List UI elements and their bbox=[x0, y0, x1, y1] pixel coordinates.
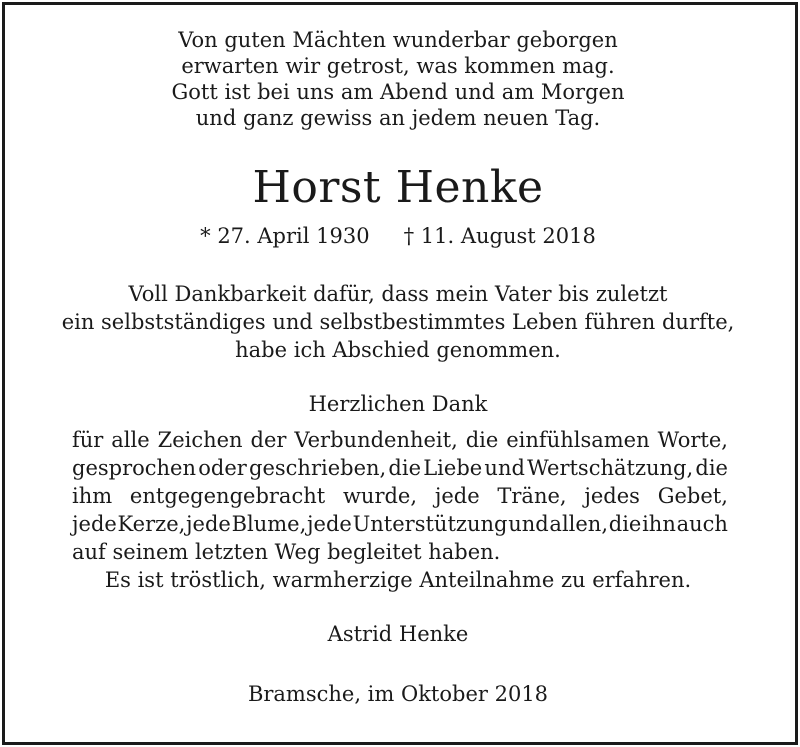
thanks-word: einfühlsamen bbox=[506, 428, 650, 452]
thanks-word: Verbundenheit, bbox=[294, 428, 458, 452]
poem-line: erwarten wir getrost, was kommen mag. bbox=[181, 54, 615, 78]
thanks-word: Gebet, bbox=[657, 484, 728, 508]
signature-name: Astrid Henke bbox=[327, 622, 469, 646]
thanks-word: Unterstützung bbox=[352, 512, 508, 536]
gratitude-text bbox=[0, 280, 796, 364]
thanks-line bbox=[72, 454, 728, 482]
thanks-word: der bbox=[250, 428, 287, 452]
thanks-body bbox=[72, 426, 728, 566]
thanks-word: jede bbox=[434, 484, 480, 508]
consolation-line: Es ist tröstlich, warmherzige Anteilnahme zu erfahren. bbox=[104, 568, 692, 592]
thanks-word: jedes bbox=[584, 484, 640, 508]
thanks-word: Zeichen bbox=[157, 428, 243, 452]
thanks-word: und bbox=[484, 456, 525, 480]
thanks-word: Träne, bbox=[497, 484, 567, 508]
thanks-line bbox=[72, 426, 728, 454]
thanks-line bbox=[72, 482, 728, 510]
poem-line: Von guten Mächten wunderbar geborgen bbox=[178, 28, 618, 52]
thanks-line bbox=[72, 510, 728, 538]
thanks-word: Wertschätzung, bbox=[527, 456, 694, 480]
thanks-word: jede bbox=[186, 512, 231, 536]
thanks-word: entgegengebracht bbox=[129, 484, 326, 508]
thanks-word: Blume, bbox=[231, 512, 307, 536]
birth-date: * 27. April 1930 bbox=[200, 224, 370, 248]
gratitude-line: habe ich Abschied genommen. bbox=[235, 338, 561, 362]
thanks-word: und bbox=[508, 512, 549, 536]
gratitude-line: Voll Dankbarkeit dafür, dass mein Vater bis zuletzt bbox=[128, 282, 668, 306]
deceased-name: Horst Henke bbox=[252, 162, 544, 213]
thanks-word: wurde, bbox=[342, 484, 418, 508]
thanks-word: Kerze, bbox=[117, 512, 186, 536]
life-dates bbox=[0, 222, 796, 250]
thanks-word: die bbox=[608, 512, 642, 536]
thanks-word: jede bbox=[72, 512, 117, 536]
death-date: † 11. August 2018 bbox=[403, 224, 596, 248]
thanks-word: die bbox=[465, 428, 499, 452]
thanks-word: jede bbox=[307, 512, 352, 536]
thanks-word: allen, bbox=[549, 512, 609, 536]
thanks-word: alle bbox=[111, 428, 150, 452]
place-and-date: Bramsche, im Oktober 2018 bbox=[247, 682, 549, 706]
thanks-word: Liebe bbox=[423, 456, 483, 480]
thanks-word: für bbox=[72, 428, 104, 452]
poem-verse bbox=[0, 27, 796, 131]
gratitude-line: ein selbstständiges und selbstbestimmtes Leben führen durfte, bbox=[61, 310, 735, 334]
poem-line: und ganz gewiss an jedem neuen Tag. bbox=[195, 106, 601, 130]
thanks-word: ihm bbox=[72, 484, 113, 508]
thanks-word: auf seinem letzten Weg begleitet haben. bbox=[72, 540, 501, 564]
poem-line: Gott ist bei uns am Abend und am Morgen bbox=[171, 80, 625, 104]
thanks-word: oder bbox=[198, 456, 247, 480]
thanks-word: auch bbox=[676, 512, 728, 536]
thanks-word: die bbox=[388, 456, 422, 480]
thanks-word: die bbox=[695, 456, 728, 480]
thanks-word: Worte, bbox=[657, 428, 728, 452]
thanks-line bbox=[72, 538, 728, 566]
thanks-word: geschrieben, bbox=[249, 456, 387, 480]
thanks-heading: Herzlichen Dank bbox=[308, 392, 488, 416]
thanks-word: gesprochen bbox=[72, 456, 197, 480]
thanks-word: ihn bbox=[642, 512, 676, 536]
